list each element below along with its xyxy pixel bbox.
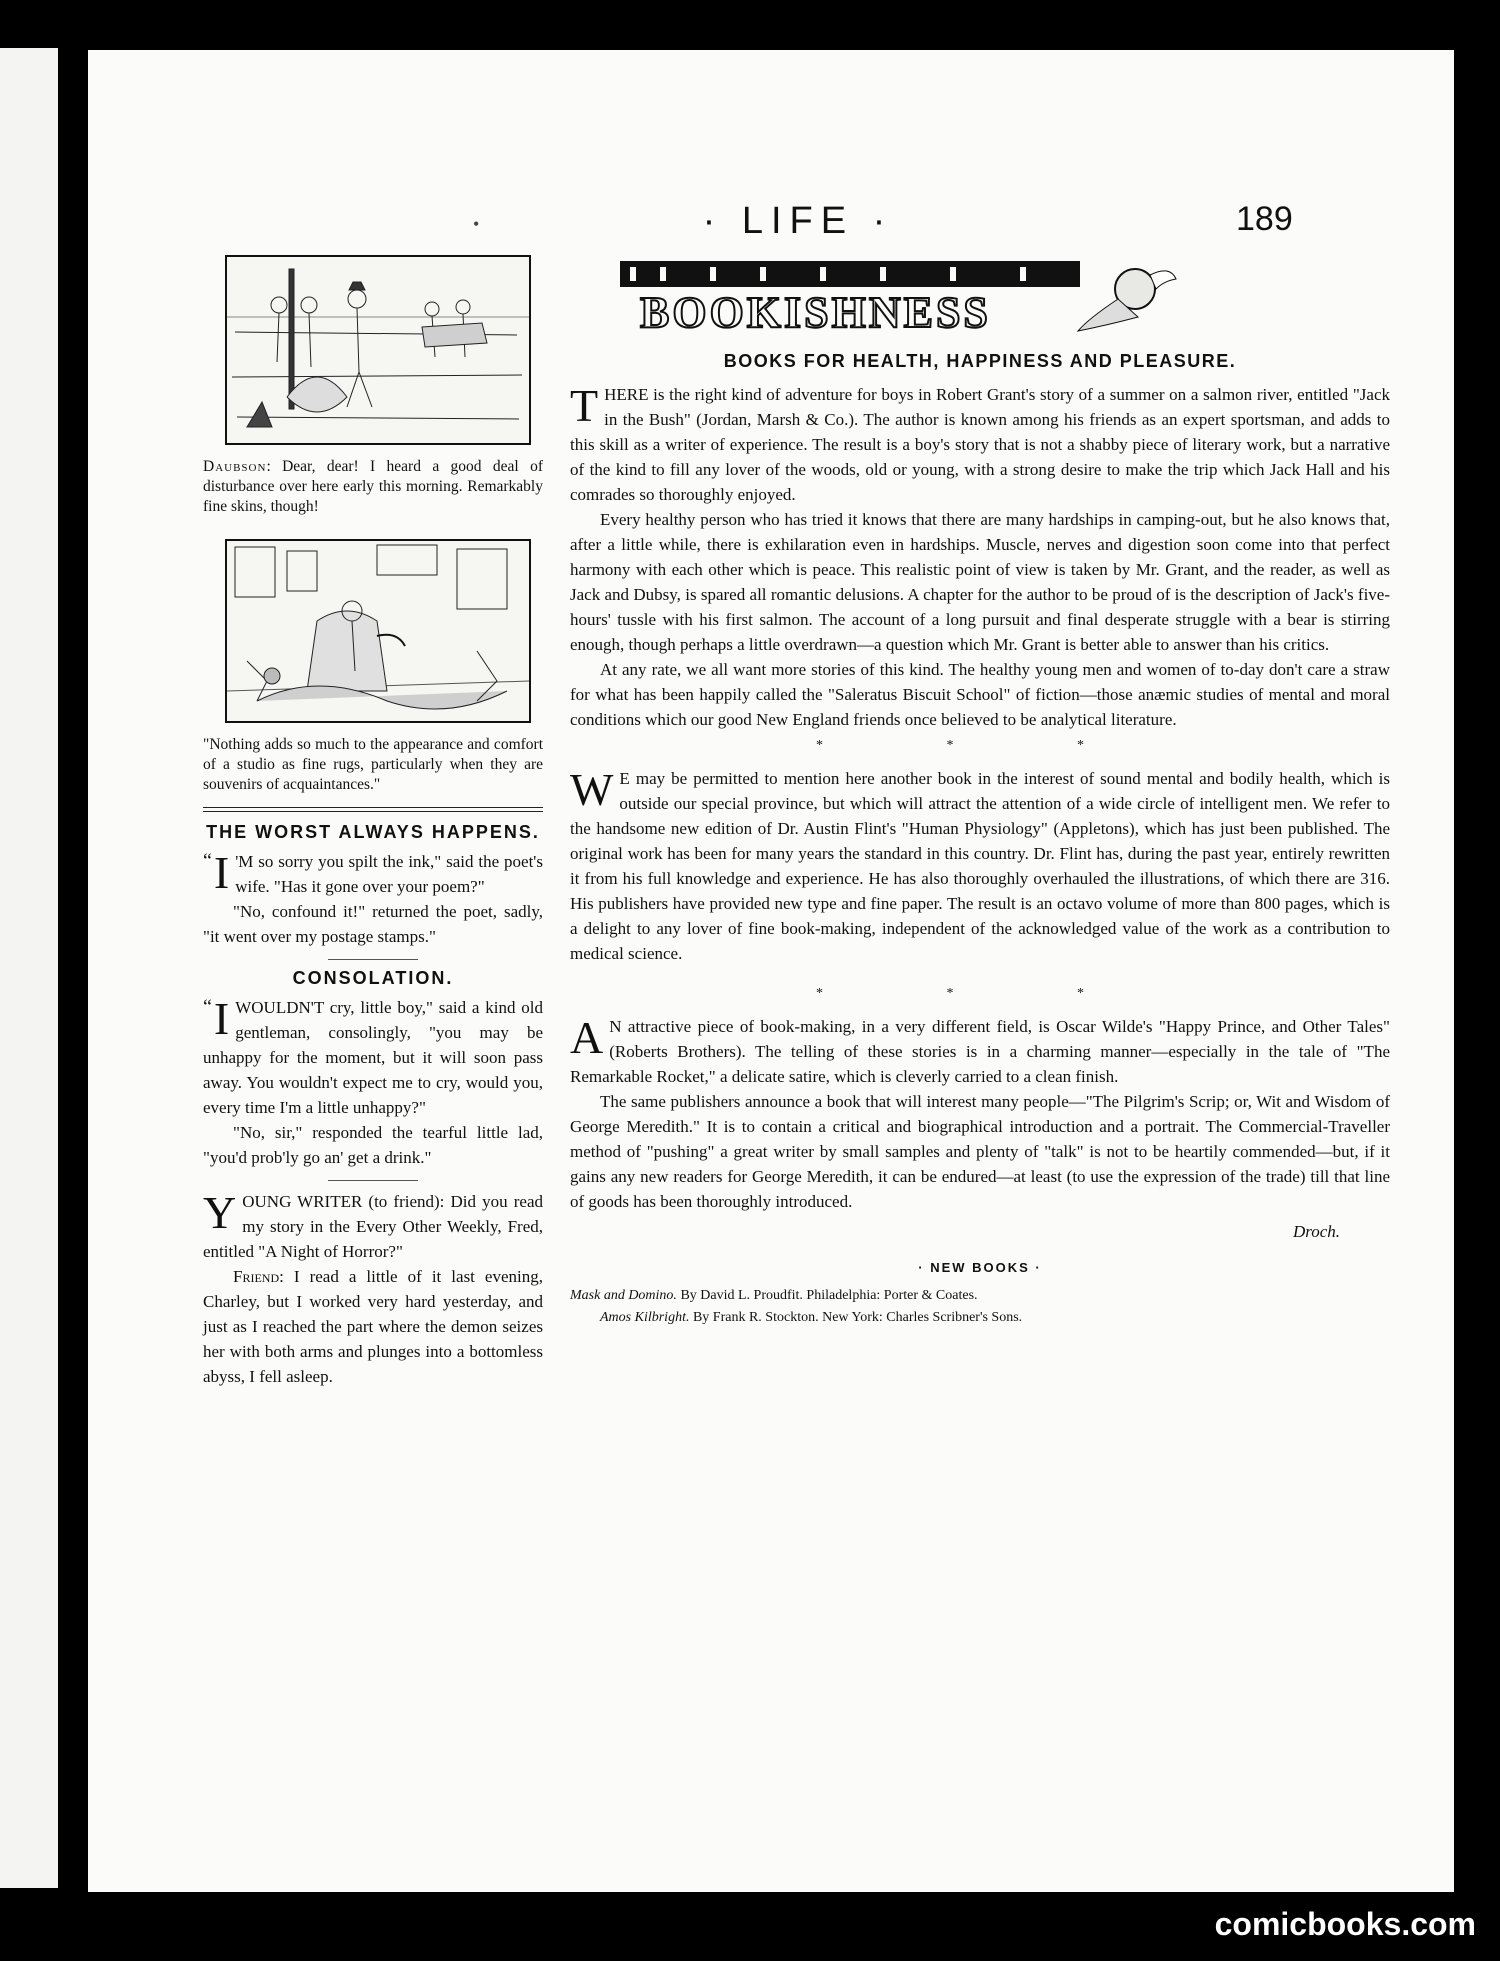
article-paragraph-2: Every healthy person who has tried it knows that there are many hardships in camping-out, but he also knows that, after a little while, there is exhilaration even in hardships. Muscle, nerves and digestion soon come into that perfect harmony with each other which is peace. This realistic point of view is taken by Mr. Grant, and the reader, as well as Jack and Dubsy, is spared all romantic delusions. A chapter for the author to be proud of is the description of Jack's five-hours' tussle with his first salmon. The account of a long pursuit and final desperate struggle with a bear is stirring enough, though perhaps a little overdrawn—a question which Mr. Grant is better able to answer than his critics.: [570, 510, 1390, 654]
article-paragraph-5: [570, 1014, 1390, 1089]
consolation-paragraph-1: [203, 995, 543, 1120]
caption-speaker: Daubson: [203, 458, 267, 475]
paragraph-text: 'M so sorry you spilt the ink," said the poet's wife. "Has it gone over your poem?": [235, 852, 543, 896]
left-column: [203, 255, 543, 1389]
article-paragraph-4: [570, 766, 1390, 966]
cartoon-illustration-2: [225, 539, 531, 723]
worst-always-happens-title: THE WORST ALWAYS HAPPENS.: [206, 822, 540, 842]
paragraph-text: WOULDN'T cry, little boy," said a kind old gentleman, consolingly, "you may be unhappy for the moment, but it will soon pass away. You wouldn't expect me to cry, would you, every time I'm a little unhappy?": [203, 998, 543, 1117]
young-writer-paragraph-2: [203, 1264, 543, 1389]
opening-quote: “: [203, 996, 212, 1018]
paragraph-text: OUNG WRITER (to friend): Did you read my story in the Every Other Weekly, Fred, entitled "A Night of Horror?": [203, 1192, 543, 1261]
drop-cap: W: [570, 764, 614, 815]
book-title: Mask and Domino.: [570, 1288, 677, 1303]
author-signature: Droch.: [1292, 1222, 1340, 1241]
cartoon-1-drawing: [227, 257, 529, 443]
caption-text: : Dear, dear! I heard a good deal of disturbance over here early this morning. Remarkably fine skins, though!: [203, 458, 543, 515]
drop-cap: I: [213, 847, 230, 898]
friend-reply: : I read a little of it last evening, Charley, but I worked very hard yesterday, and just as I reached the part where the demon seizes her with both arms and plunges into a bottomless abyss, I fell asleep.: [203, 1267, 543, 1386]
article-heading: BOOKS FOR HEALTH, HAPPINESS AND PLEASURE.: [723, 351, 1237, 371]
consolation-paragraph-2: "No, sir," responded the tearful little lad, "you'd prob'ly go an' get a drink.": [203, 1123, 543, 1167]
section-stars: * * *: [816, 738, 1144, 753]
consolation-title: CONSOLATION.: [292, 968, 454, 988]
magazine-title: · LIFE ·: [702, 200, 894, 242]
drop-cap: A: [570, 1012, 604, 1063]
cartoon-2-caption: "Nothing adds so much to the appearance and comfort of a studio as fine rugs, particularly when they are souvenirs of acquaintances.": [203, 736, 543, 793]
book-details: By David L. Proudfit. Philadelphia: Porter & Coates.: [676, 1288, 978, 1303]
article-paragraph-1: [570, 382, 1390, 507]
new-book-entry-1: [570, 1285, 1390, 1307]
page-header: [88, 200, 1454, 260]
opening-quote: “: [203, 850, 212, 872]
site-watermark: comicbooks.com: [1214, 1906, 1476, 1942]
article-paragraph-3: At any rate, we all want more stories of this kind. The healthy young men and women of to-day don't care a straw for what has been happily called the "Saleratus Biscuit School" of fiction—those anæmic studies of mental and moral conditions which our good New England friends once believed to be analytical literature.: [570, 660, 1390, 729]
paragraph-text: HERE is the right kind of adventure for boys in Robert Grant's story of a summer on a salmon river, entitled "Jack in the Bush" (Jordan, Marsh & Co.). The author is known among his friends as an expert sportsman, and adds to this skill as a writer of experience. The result is a boy's story that is not a shabby piece of literary work, but a narrative of the kind to fill any lover of the woods, old or young, with a strong desire to make the trip which Jack Hall and his comrades so thoroughly enjoyed.: [570, 385, 1390, 504]
young-writer-paragraph-1: [203, 1189, 543, 1264]
short-divider: [328, 959, 418, 960]
adjacent-page-edge: [0, 48, 58, 1888]
short-divider: [328, 1180, 418, 1181]
worst-paragraph-2: "No, confound it!" returned the poet, sadly, "it went over my postage stamps.": [203, 902, 543, 946]
worst-paragraph-1: [203, 849, 543, 899]
paragraph-text: E may be permitted to mention here another book in the interest of sound mental and bodily health, which is outside our special province, but which will attract the attention of a wide circle of intelligent men. We refer to the handsome new edition of Dr. Austin Flint's "Human Physiology" (Appletons), which has just been published. The original work has been for many years the standard in this country. Dr. Flint has, during the past year, entirely rewritten it from his full knowledge and experience. He has also thoroughly overhauled the illustrations, of which there are 316. His publishers have provided new type and fine paper. The result is an octavo volume of more than 800 pages, which is a delight to any lover of fine book-making, independent of the acknowledged value of the work as a contribution to medical science.: [570, 769, 1390, 963]
page-number: 189: [1236, 200, 1293, 238]
bookishness-banner-art: [620, 255, 1180, 343]
bookishness-banner: [620, 255, 1390, 343]
drop-cap: I: [213, 993, 230, 1044]
new-books-heading: · NEW BOOKS ·: [918, 1260, 1042, 1275]
right-column: [570, 255, 1390, 1329]
drop-cap: Y: [203, 1187, 237, 1238]
section-stars: * * *: [816, 986, 1144, 1001]
banner-lettering: BOOKISHNESS: [640, 288, 991, 337]
drop-cap: T: [570, 380, 599, 431]
cartoon-illustration-1: [225, 255, 531, 445]
cartoon-2-drawing: [227, 541, 529, 721]
section-divider: [203, 807, 543, 812]
book-details: By Frank R. Stockton. New York: Charles Scribner's Sons.: [689, 1310, 1023, 1325]
book-title: Amos Kilbright.: [600, 1310, 690, 1325]
paragraph-text: N attractive piece of book-making, in a very different field, is Oscar Wilde's "Happy Prince, and Other Tales" (Roberts Brothers). The telling of these stories is in a charming manner—especially in the tale of "The Remarkable Rocket," a delicate satire, which is cleverly carried to a clean finish.: [570, 1017, 1390, 1086]
article-paragraph-6: The same publishers announce a book that will interest many people—"The Pilgrim's Scrip; or, Wit and Wisdom of George Meredith." It is to contain a critical and biographical introduction and a portrait. The Commercial-Traveller method of "pushing" a great writer by small samples and plenty of "talk" is not to be heartily commended—but, if it gains any new readers for George Meredith, it can be endured—at least (to use the expression of the trade) till that line of goods has been thoroughly introduced.: [570, 1092, 1390, 1211]
magazine-page: [88, 50, 1454, 1892]
friend-label: Friend: [233, 1267, 280, 1286]
new-book-entry-2: [570, 1307, 1390, 1329]
cartoon-1-caption: [203, 457, 543, 517]
ornament-dot: •: [473, 214, 480, 234]
